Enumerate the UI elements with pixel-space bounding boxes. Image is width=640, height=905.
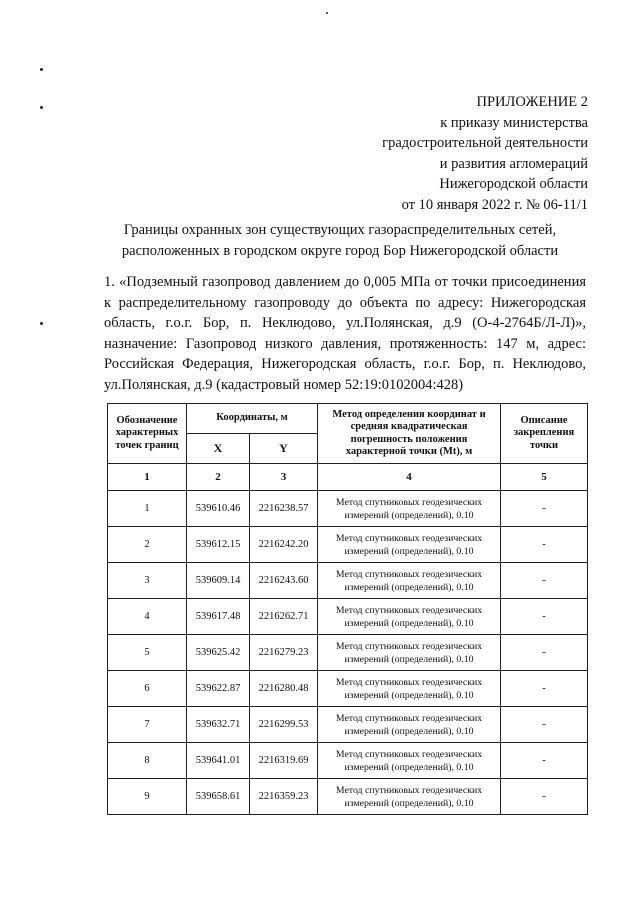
table-row [108,527,588,563]
column-number: 1 [108,464,187,491]
coord-x: 539617.48 [187,599,250,635]
coord-y: 2216280.48 [250,671,318,707]
table-row [108,707,588,743]
coord-x: 539641.01 [187,743,250,779]
appendix-label: ПРИЛОЖЕНИЕ 2 [476,94,588,110]
coord-y: 2216279.23 [250,635,318,671]
scan-speck [40,106,43,109]
point-number: 3 [108,563,187,599]
column-number: 3 [250,464,318,491]
coord-x: 539610.46 [187,491,250,527]
method-cell: Метод спутниковых геодезических измерений (определений), 0.10 [318,599,501,635]
table-row [108,779,588,815]
title-line-2: расположенных в городском округе город Бор Нижегородской области [121,243,559,259]
table-row [108,671,588,707]
coord-y: 2216238.57 [250,491,318,527]
description-cell: - [501,743,588,779]
col-header-coordinates: Координаты, м [187,404,318,434]
coord-y: 2216319.69 [250,743,318,779]
method-cell: Метод спутниковых геодезических измерений (определений), 0.10 [318,527,501,563]
column-number-row [108,464,588,491]
coord-y: 2216262.71 [250,599,318,635]
point-number: 7 [108,707,187,743]
coord-y: 2216299.53 [250,707,318,743]
description-cell: - [501,491,588,527]
description-cell: - [501,527,588,563]
point-number: 1 [108,491,187,527]
description-cell: - [501,635,588,671]
col-header-designation: Обозначение характерных точек границ [108,404,187,464]
column-number: 4 [318,464,501,491]
col-header-description: Описание закрепления точки [501,404,588,464]
point-number: 9 [108,779,187,815]
description-cell: - [501,779,588,815]
table-row [108,599,588,635]
coordinates-table [107,403,588,815]
scan-speck [40,68,43,71]
description-cell: - [501,707,588,743]
method-cell: Метод спутниковых геодезических измерений (определений), 0.10 [318,707,501,743]
coord-x: 539625.42 [187,635,250,671]
coord-x: 539612.15 [187,527,250,563]
coord-x: 539622.87 [187,671,250,707]
ministry-line-2: и развития агломераций [439,155,588,172]
coord-y: 2216243.60 [250,563,318,599]
point-number: 5 [108,635,187,671]
order-line: к приказу министерства [440,114,588,131]
table-row [108,491,588,527]
method-cell: Метод спутниковых геодезических измерений (определений), 0.10 [318,779,501,815]
object-description: 1. «Подземный газопровод давлением до 0,005 МПа от точки присоединения к распределительному газопроводу до объекта по адресу: Нижегородская область, г.о.г. Бор, п. Неклюдово, ул.Полянская, д.9 (О-4-2764Б/Л-Л)», назначение: Газопровод низкого давления, протяженность: 147 м, адрес: Российская Федерация, Нижегородская область, г.о.г. Бор, п. Неклюдово, ул.Полянская, д.9 (кадастровый номер 52:19:0102004:428) [104,274,586,393]
ministry-line: градостроительной деятельности [382,135,588,151]
coord-x: 539632.71 [187,707,250,743]
column-number: 2 [187,464,250,491]
coord-y: 2216359.23 [250,779,318,815]
table-row [108,743,588,779]
point-number: 4 [108,599,187,635]
appendix-header [382,92,588,215]
description-cell: - [501,563,588,599]
point-number: 2 [108,527,187,563]
method-cell: Метод спутниковых геодезических измерений (определений), 0.10 [318,671,501,707]
description-cell: - [501,671,588,707]
col-header-y: Y [250,434,318,464]
column-number: 5 [501,464,588,491]
point-number: 6 [108,671,187,707]
scan-speck [326,12,328,14]
coord-x: 539658.61 [187,779,250,815]
coord-x: 539609.14 [187,563,250,599]
method-cell: Метод спутниковых геодезических измерений (определений), 0.10 [318,743,501,779]
table-row [108,563,588,599]
method-cell: Метод спутниковых геодезических измерений (определений), 0.10 [318,491,501,527]
order-date-line: от 10 января 2022 г. № 06-11/1 [401,196,588,213]
table-row [108,635,588,671]
coord-y: 2216242.20 [250,527,318,563]
description-cell: - [501,599,588,635]
method-cell: Метод спутниковых геодезических измерений (определений), 0.10 [318,563,501,599]
document-title [60,220,620,262]
point-number: 8 [108,743,187,779]
col-header-method: Метод определения координат и средняя квадратическая погрешность положения характерной точки (Mt), м [318,404,501,464]
col-header-x: X [187,434,250,464]
title-line-1: Границы охранных зон существующих газораспределительных сетей, [123,222,557,238]
method-cell: Метод спутниковых геодезических измерений (определений), 0.10 [318,635,501,671]
region-line: Нижегородской области [439,176,588,192]
scan-speck [40,322,43,325]
